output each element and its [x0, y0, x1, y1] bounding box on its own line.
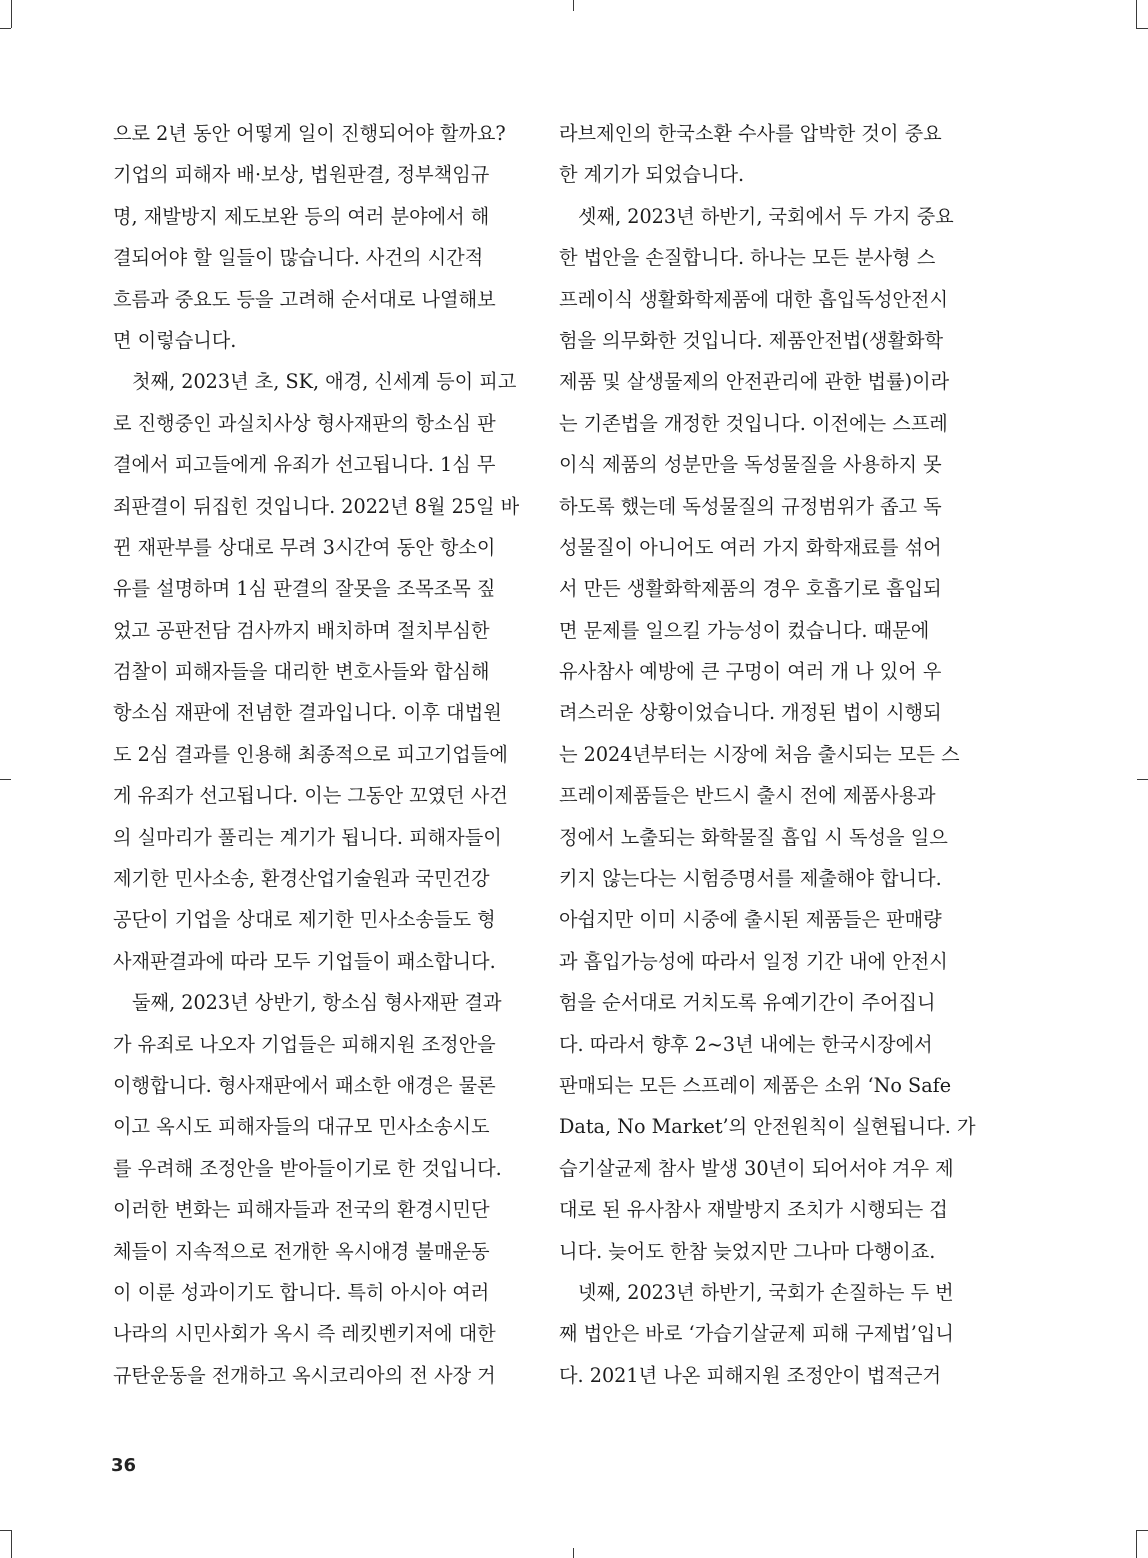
text-line: 면 이렇습니다. — [113, 328, 237, 352]
text-line: 결되어야 할 일들이 많습니다. 사건의 시간적 — [113, 246, 484, 270]
left-text-column — [113, 113, 530, 1396]
text-line: 유사참사 예방에 큰 구멍이 여러 개 나 있어 우 — [559, 660, 942, 684]
text-line: 습기살균제 참사 발생 30년이 되어서야 겨우 제 — [559, 1156, 954, 1180]
text-line: 이 이룬 성과이기도 합니다. 특히 아시아 여러 — [113, 1280, 490, 1304]
text-line: 이식 제품의 성분만을 독성물질을 사용하지 못 — [559, 453, 942, 477]
text-line: 다. 2021년 나온 피해지원 조정안이 법적근거 — [559, 1363, 941, 1387]
text-line: 검찰이 피해자들을 대리한 변호사들와 합심해 — [113, 660, 490, 684]
text-line: 이고 옥시도 피해자들의 대규모 민사소송시도 — [113, 1115, 490, 1139]
text-line: 라브제인의 한국소환 수사를 압박한 것이 중요 — [559, 122, 942, 145]
text-line: 째 법안은 바로 ‘가습기살균제 피해 구제법’입니 — [559, 1322, 954, 1346]
crop-mark-bottom-right-vertical — [1136, 1530, 1137, 1558]
crop-mark-top-center — [573, 0, 574, 11]
text-line: 었고 공판전담 검사까지 배치하며 절치부심한 — [113, 618, 490, 642]
text-line: 프레이제품들은 반드시 출시 전에 제품사용과 — [559, 784, 936, 808]
text-line: 으로 2년 동안 어떻게 일이 진행되어야 할까요? — [113, 122, 506, 145]
crop-mark-bottom-left-vertical — [11, 1530, 12, 1558]
text-line: 제기한 민사소송, 환경산업기술원과 국민건강 — [113, 867, 490, 891]
text-line: 하도록 했는데 독성물질의 규정범위가 좁고 독 — [559, 494, 942, 518]
text-line: 체들이 지속적으로 전개한 옥시애경 불매운동 — [113, 1239, 490, 1263]
text-line: 유를 설명하며 1심 판결의 잘못을 조목조목 짚 — [113, 577, 496, 601]
text-line: 아쉽지만 이미 시중에 출시된 제품들은 판매량 — [559, 908, 942, 932]
text-line: 로 진행중인 과실치사상 형사재판의 항소심 판 — [113, 411, 496, 435]
text-line: 제품 및 살생물제의 안전관리에 관한 법률)이라 — [559, 370, 950, 394]
text-line: 려스러운 상황이었습니다. 개정된 법이 시행되 — [559, 701, 942, 725]
text-line: 의 실마리가 풀리는 계기가 됩니다. 피해자들이 — [113, 825, 502, 849]
crop-mark-top-left-vertical — [11, 0, 12, 28]
text-line: 성물질이 아니어도 여러 가지 화학재료를 섞어 — [559, 535, 942, 559]
text-line: 이러한 변화는 피해자들과 전국의 환경시민단 — [113, 1198, 490, 1222]
crop-mark-bottom-left-horizontal — [0, 1530, 11, 1531]
right-text-column — [559, 113, 976, 1396]
paragraph-first-line: 첫째, 2023년 초, SK, 애경, 신세계 등이 피고 — [132, 370, 517, 394]
crop-mark-top-right-horizontal — [1136, 28, 1148, 29]
text-line: 다. 따라서 향후 2~3년 내에는 한국시장에서 — [559, 1032, 933, 1056]
text-line: 는 2024년부터는 시장에 처음 출시되는 모든 스 — [559, 742, 960, 766]
text-line: 나라의 시민사회가 옥시 즉 레킷벤키저에 대한 — [113, 1322, 496, 1346]
text-line: 면 문제를 일으킬 가능성이 컸습니다. 때문에 — [559, 618, 930, 642]
text-line: 정에서 노출되는 화학물질 흡입 시 독성을 일으 — [559, 825, 948, 849]
crop-mark-top-left-horizontal — [0, 28, 11, 29]
text-line: 가 유죄로 나오자 기업들은 피해지원 조정안을 — [113, 1032, 496, 1056]
text-line: 결에서 피고들에게 유죄가 선고됩니다. 1심 무 — [113, 453, 496, 477]
text-line: 도 2심 결과를 인용해 최종적으로 피고기업들에 — [113, 742, 508, 766]
text-line: 니다. 늦어도 한참 늦었지만 그나마 다행이죠. — [559, 1239, 936, 1263]
text-line: 는 기존법을 개정한 것입니다. 이전에는 스프레 — [559, 411, 948, 435]
text-line: 규탄운동을 전개하고 옥시코리아의 전 사장 거 — [113, 1363, 496, 1387]
text-line: 명, 재발방지 제도보완 등의 여러 분야에서 해 — [113, 204, 490, 228]
text-line: 를 우려해 조정안을 받아들이기로 한 것입니다. — [113, 1156, 502, 1180]
text-line: 프레이식 생활화학제품에 대한 흡입독성안전시 — [559, 287, 948, 311]
text-line: 한 계기가 되었습니다. — [559, 163, 745, 187]
text-line: 키지 않는다는 시험증명서를 제출해야 합니다. — [559, 867, 942, 891]
crop-mark-bottom-right-horizontal — [1136, 1530, 1148, 1531]
paragraph-first-line: 넷째, 2023년 하반기, 국회가 손질하는 두 번 — [578, 1280, 954, 1304]
crop-mark-top-right-vertical — [1136, 0, 1137, 28]
text-line: 사재판결과에 따라 모두 기업들이 패소합니다. — [113, 949, 496, 973]
text-line: 뀐 재판부를 상대로 무려 3시간여 동안 항소이 — [113, 535, 496, 559]
text-line: 기업의 피해자 배·보상, 법원판결, 정부책임규 — [113, 163, 490, 187]
text-line: 공단이 기업을 상대로 제기한 민사소송들도 형 — [113, 908, 496, 932]
text-line: 대로 된 유사참사 재발방지 조치가 시행되는 겁 — [559, 1198, 948, 1222]
paragraph-first-line: 둘째, 2023년 상반기, 항소심 형사재판 결과 — [132, 991, 502, 1015]
text-line: 험을 순서대로 거치도록 유예기간이 주어집니 — [559, 991, 936, 1015]
text-line: 게 유죄가 선고됩니다. 이는 그동안 꼬였던 사건 — [113, 784, 508, 808]
text-line: 험을 의무화한 것입니다. 제품안전법(생활화학 — [559, 328, 944, 352]
text-line: 판매되는 모든 스프레이 제품은 소위 ‘No Safe — [559, 1073, 952, 1097]
crop-mark-bottom-center — [573, 1548, 574, 1558]
crop-mark-middle-right — [1137, 779, 1148, 780]
text-line: 항소심 재판에 전념한 결과입니다. 이후 대법원 — [113, 701, 502, 725]
text-line: 한 법안을 손질합니다. 하나는 모든 분사형 스 — [559, 246, 936, 270]
text-line: 과 흡입가능성에 따라서 일정 기간 내에 안전시 — [559, 949, 948, 973]
text-line: 죄판결이 뒤집힌 것입니다. 2022년 8월 25일 바 — [113, 494, 520, 518]
crop-mark-middle-left — [0, 779, 11, 780]
page-number: 36 — [111, 1455, 137, 1476]
text-line: Data, No Market’의 안전원칙이 실현됩니다. 가 — [559, 1115, 976, 1139]
text-line: 흐름과 중요도 등을 고려해 순서대로 나열해보 — [113, 287, 496, 311]
text-line: 서 만든 생활화학제품의 경우 호흡기로 흡입되 — [559, 577, 942, 601]
paragraph-first-line: 셋째, 2023년 하반기, 국회에서 두 가지 중요 — [578, 204, 954, 228]
text-line: 이행합니다. 형사재판에서 패소한 애경은 물론 — [113, 1073, 496, 1097]
